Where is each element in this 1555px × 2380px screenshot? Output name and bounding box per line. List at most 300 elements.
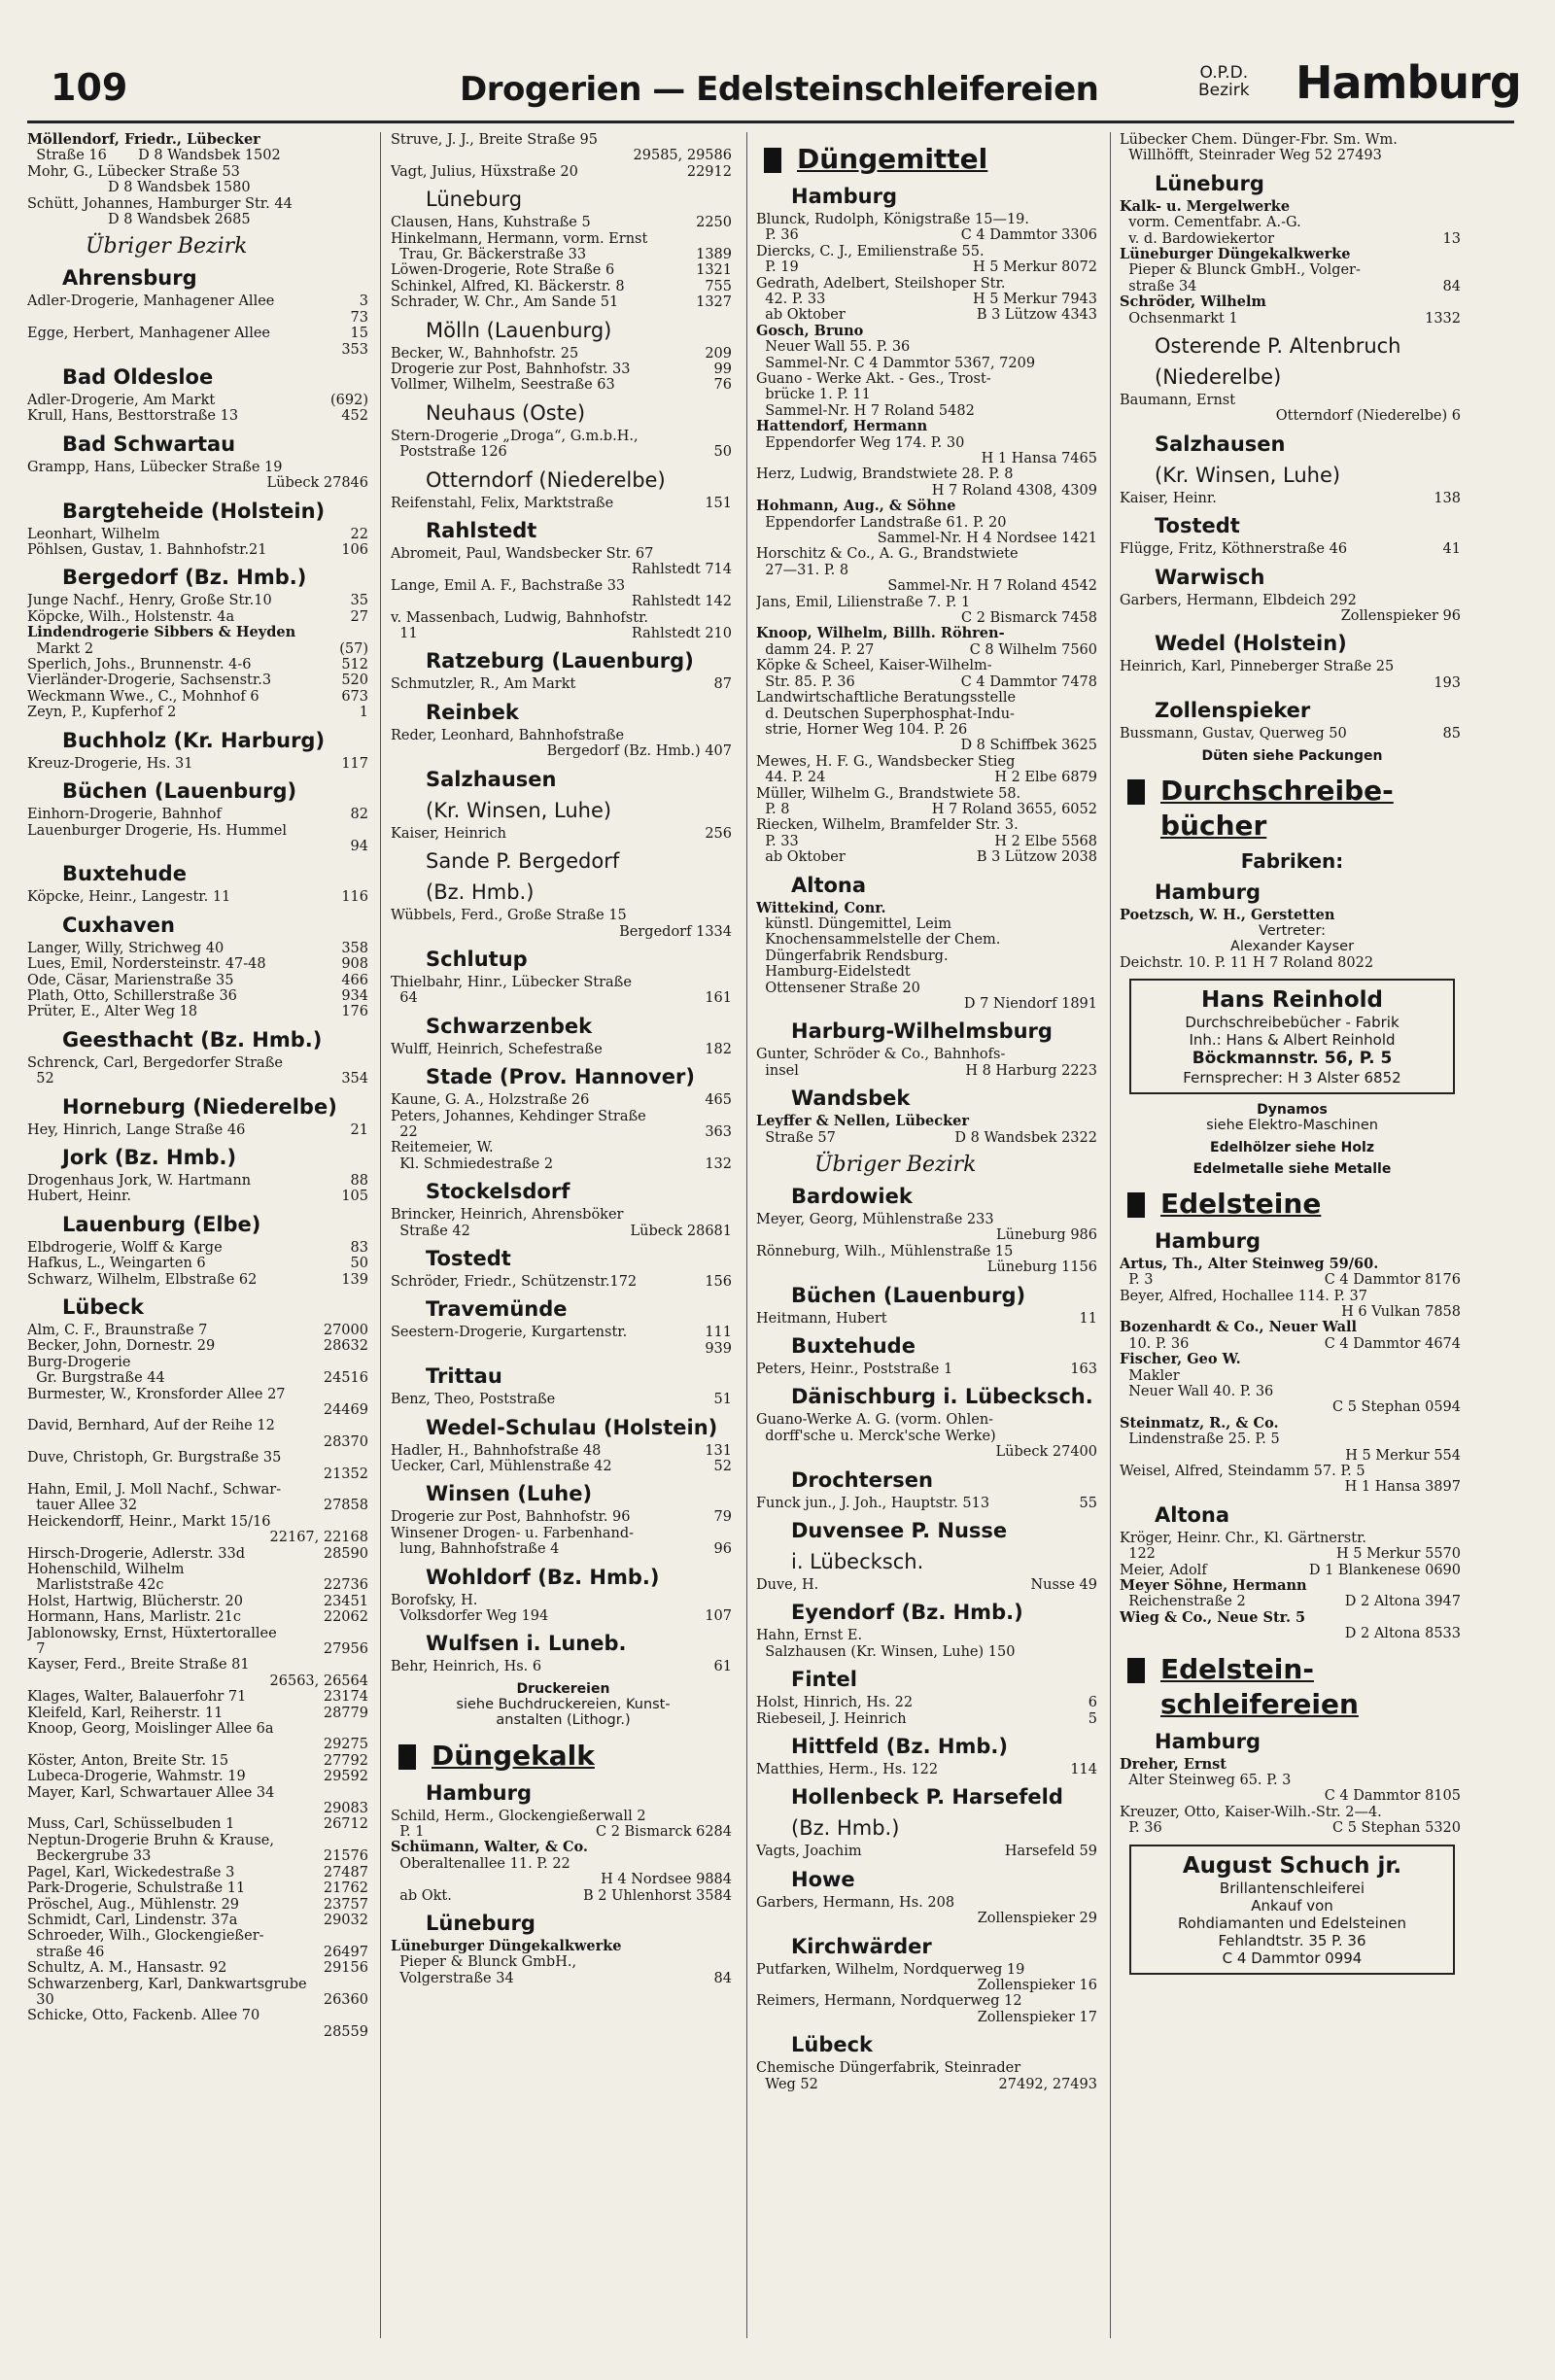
- entry-text: Gr. Burgstraße 44: [27, 1370, 165, 1387]
- entry-number: B 3 Lützow 2038: [974, 849, 1097, 865]
- directory-entry: [27, 1530, 372, 1545]
- entry-text: Weisel, Alfred, Steindamm 57. P. 5: [1120, 1463, 1365, 1479]
- place-heading: Ahrensburg: [62, 266, 197, 291]
- entry-text: Stern-Drogerie „Droga“, G.m.b.H.,: [391, 428, 639, 444]
- directory-entry: [756, 466, 1101, 482]
- entry-number: 23174: [321, 1689, 368, 1705]
- place-heading: Duvensee P. Nusse: [791, 1519, 1008, 1543]
- directory-entry: [756, 292, 1101, 307]
- entry-number: (692): [328, 393, 368, 408]
- section-title: bücher: [1160, 809, 1267, 842]
- cross-reference: anstalten (Lithogr.): [496, 1712, 631, 1729]
- entry-text: Ottensener Straße 20: [756, 980, 920, 996]
- directory-entry: [756, 642, 1101, 658]
- entry-text: Klages, Walter, Balauerfohr 71: [27, 1689, 247, 1706]
- entry-text: Hahn, Emil, J. Moll Nachf., Schwar-: [27, 1482, 282, 1499]
- entry-number: H 4 Nordsee 9884: [598, 1872, 732, 1887]
- entry-text: Krull, Hans, Besttorstraße 13: [27, 408, 239, 425]
- directory-entry: [27, 148, 372, 163]
- entry-text: Möllendorf, Friedr., Lübecker: [27, 132, 260, 148]
- place-heading: Buxtehude: [62, 862, 187, 886]
- entry-number: 83: [348, 1240, 368, 1256]
- entry-text: d. Deutschen Superphosphat-Indu-: [756, 706, 1015, 722]
- entry-text: Weg 52: [756, 2076, 818, 2092]
- directory-entry: [756, 690, 1101, 706]
- entry-number: 23451: [321, 1594, 368, 1609]
- directory-entry: [27, 408, 372, 424]
- directory-entry: [1120, 726, 1465, 742]
- entry-number: 105: [338, 1189, 368, 1204]
- directory-entry: [27, 1434, 372, 1450]
- entry-text: Köpcke, Wilh., Holstenstr. 4a: [27, 608, 235, 625]
- entry-number: 29275: [321, 1737, 368, 1752]
- city-title: Hamburg: [1296, 56, 1521, 109]
- entry-number: 28370: [321, 1434, 368, 1450]
- entry-text: lung, Bahnhofstraße 4: [391, 1541, 560, 1558]
- place-heading: Übriger Bezirk: [86, 234, 248, 259]
- entry-number: 21: [348, 1122, 368, 1138]
- place-heading: Salzhausen: [426, 767, 557, 791]
- entry-number: 22062: [321, 1609, 368, 1625]
- entry-text: Kaune, G. A., Holzstraße 26: [391, 1092, 590, 1109]
- directory-entry: [756, 817, 1101, 833]
- directory-entry: [1120, 393, 1465, 408]
- entry-text: Markt 2: [27, 640, 94, 657]
- directory-entry: [1120, 1773, 1465, 1788]
- entry-text: Schümann, Walter, & Co.: [391, 1840, 588, 1856]
- entry-number: 87: [711, 676, 732, 692]
- entry-number: Rahlstedt 142: [629, 594, 732, 609]
- directory-entry: [391, 975, 736, 990]
- directory-entry: [756, 578, 1101, 594]
- directory-entry: [27, 1272, 372, 1288]
- directory-entry: [27, 889, 372, 905]
- entry-number: 465: [702, 1092, 732, 1108]
- entry-text: Elbdrogerie, Wolff & Karge: [27, 1239, 223, 1256]
- directory-entry: [391, 1593, 736, 1608]
- directory-entry: [756, 964, 1101, 980]
- entry-number: 1: [357, 705, 368, 720]
- directory-entry: [27, 705, 372, 720]
- directory-entry: [756, 451, 1101, 466]
- directory-entry: [391, 562, 736, 577]
- entry-text: Lübecker Chem. Dünger-Fbr. Sm. Wm.: [1120, 132, 1398, 148]
- entry-text: P. 19: [756, 259, 799, 276]
- section-heading: [391, 1739, 736, 1774]
- directory-entry: [391, 676, 736, 692]
- entry-number: 182: [702, 1042, 732, 1057]
- entry-number: D 2 Altona 8533: [1342, 1626, 1461, 1641]
- entry-number: 132: [702, 1156, 732, 1172]
- entry-text: Salzhausen (Kr. Winsen, Luhe) 150: [756, 1643, 1016, 1660]
- entry-text: Hahn, Ernst E.: [756, 1628, 863, 1644]
- place-heading: Harburg-Wilhelmsburg: [791, 1019, 1053, 1044]
- place-heading: (Kr. Winsen, Luhe): [1155, 463, 1341, 487]
- entry-number: Lüneburg 986: [993, 1227, 1097, 1243]
- section-heading: [1120, 1187, 1465, 1222]
- entry-number: Zollenspieker 29: [975, 1911, 1097, 1926]
- directory-entry: [1120, 1610, 1465, 1626]
- entry-number: 111: [702, 1325, 732, 1340]
- place-heading: Kirchwärder: [791, 1934, 932, 1958]
- entry-text: Meyer, Georg, Mühlenstraße 233: [756, 1212, 994, 1228]
- directory-entry: [27, 1338, 372, 1354]
- entry-text: Köpcke, Heinr., Langestr. 11: [27, 889, 231, 906]
- entry-text: Funck jun., J. Joh., Hauptstr. 513: [756, 1495, 990, 1511]
- entry-number: 94: [348, 839, 368, 854]
- directory-entry: [391, 1824, 736, 1840]
- directory-entry: [391, 1124, 736, 1140]
- directory-entry: [1120, 279, 1465, 294]
- entry-number: 139: [338, 1272, 368, 1288]
- entry-text: Reder, Leonhard, Bahnhofstraße: [391, 727, 625, 743]
- directory-entry: [27, 609, 372, 625]
- column-1: [27, 132, 372, 2338]
- ad-line: Durchschreibebücher - Fabrik: [1185, 1014, 1400, 1032]
- entry-text: Struve, J. J., Breite Straße 95: [391, 132, 598, 148]
- entry-text: Hamburg-Eidelstedt: [756, 964, 911, 981]
- entry-number: 41: [1440, 541, 1461, 557]
- directory-entry: [391, 279, 736, 294]
- entry-text: Egge, Herbert, Manhagener Allee: [27, 326, 270, 342]
- entry-text: 7: [27, 1641, 46, 1658]
- entry-text: Diercks, C. J., Emilienstraße 55.: [756, 243, 985, 259]
- directory-entry: [391, 1207, 736, 1223]
- directory-entry: [756, 356, 1101, 371]
- entry-text: Duve, Christoph, Gr. Burgstraße 35: [27, 1450, 282, 1466]
- entry-text: Knoop, Georg, Moislinger Allee 6a: [27, 1721, 274, 1738]
- directory-entry: [27, 1546, 372, 1562]
- entry-text: Benz, Theo, Poststraße: [391, 1392, 556, 1408]
- column-3: [756, 132, 1101, 2338]
- place-heading: Altona: [1155, 1502, 1230, 1527]
- directory-entry: [27, 1737, 372, 1752]
- directory-entry: [1120, 132, 1465, 148]
- directory-entry: [1120, 1257, 1465, 1272]
- section-marker: [1127, 779, 1145, 805]
- cross-reference-heading: Düten siehe Packungen: [1201, 747, 1383, 764]
- directory-entry: [756, 626, 1101, 641]
- entry-text: Volgerstraße 34: [391, 1970, 514, 1986]
- directory-entry: [1120, 955, 1465, 971]
- entry-text: Kreuz-Drogerie, Hs. 31: [27, 755, 193, 772]
- entry-number: 26563, 26564: [267, 1673, 368, 1689]
- entry-number: C 4 Dammtor 4674: [1322, 1336, 1461, 1352]
- entry-number: H 1 Hansa 3897: [1342, 1479, 1461, 1495]
- directory-entry: [756, 901, 1101, 916]
- entry-number: 117: [338, 756, 368, 772]
- directory-entry: [27, 1816, 372, 1832]
- entry-number: H 8 Harburg 2223: [962, 1063, 1097, 1079]
- ad-line: Rohdiamanten und Edelsteinen: [1177, 1914, 1407, 1932]
- directory-entry: [756, 1993, 1101, 2009]
- directory-entry: [27, 1370, 372, 1386]
- directory-entry: [27, 1865, 372, 1880]
- entry-number: 114: [1067, 1762, 1097, 1777]
- directory-entry: [756, 1063, 1101, 1079]
- directory-entry: [391, 164, 736, 180]
- directory-entry: [1120, 1578, 1465, 1594]
- entry-text: Burg-Drogerie: [27, 1354, 131, 1370]
- entry-number: B 3 Lützow 4343: [974, 307, 1097, 323]
- directory-entry: [756, 244, 1101, 259]
- entry-number: H 2 Elbe 6879: [991, 770, 1097, 785]
- directory-entry: [27, 1071, 372, 1087]
- directory-entry: [27, 212, 372, 227]
- entry-text: Schröder, Wilhelm: [1120, 294, 1266, 311]
- entry-text: 44. P. 24: [756, 770, 826, 786]
- opd-label: O.P.D.: [1199, 63, 1249, 83]
- directory-entry: [27, 1450, 372, 1466]
- entry-number: 82: [348, 807, 368, 822]
- directory-entry: [1120, 311, 1465, 327]
- entry-text: Winsener Drogen- u. Farbenhand-: [391, 1525, 635, 1541]
- directory-entry: [756, 1429, 1101, 1444]
- place-heading: Büchen (Lauenburg): [62, 779, 297, 804]
- entry-number: Lüneburg 1156: [985, 1259, 1097, 1275]
- entry-text: Schröder, Friedr., Schützenstr.172: [391, 1273, 638, 1290]
- place-heading: Tostedt: [426, 1246, 511, 1270]
- directory-entry: [27, 1641, 372, 1657]
- entry-text: Blunck, Rudolph, Königstraße 15—19.: [756, 212, 1030, 227]
- entry-number: D 8 Schiffbek 3625: [957, 738, 1097, 753]
- entry-text: P. 8: [756, 801, 790, 817]
- entry-text: Vagts, Joachim: [756, 1844, 862, 1860]
- directory-entry: [756, 996, 1101, 1012]
- entry-number: B 2 Uhlenhorst 3584: [580, 1888, 732, 1904]
- entry-number: C 2 Bismarck 7458: [958, 610, 1097, 626]
- page-header: [27, 56, 1532, 124]
- directory-entry: [756, 1711, 1101, 1727]
- entry-number: 29083: [321, 1801, 368, 1816]
- section-marker: [398, 1744, 416, 1770]
- directory-entry: [1120, 215, 1465, 230]
- entry-text: P. 1: [391, 1824, 425, 1841]
- place-heading: Lübeck: [62, 1295, 145, 1319]
- column-divider: [380, 132, 381, 2338]
- entry-number: C 4 Dammtor 8176: [1322, 1272, 1461, 1288]
- entry-text: Schroeder, Wilh., Glockengießer-: [27, 1928, 264, 1945]
- directory-entry: [27, 1173, 372, 1189]
- directory-entry: [27, 1626, 372, 1641]
- place-heading: Stockelsdorf: [426, 1180, 570, 1204]
- ad-line: Inh.: Hans & Albert Reinhold: [1189, 1031, 1396, 1050]
- entry-text: Riecken, Wilhelm, Bramfelder Str. 3.: [756, 817, 1019, 834]
- directory-entry: [27, 164, 372, 180]
- directory-entry: [391, 377, 736, 393]
- entry-text: Lubeca-Drogerie, Wahmstr. 19: [27, 1769, 246, 1785]
- directory-entry: [756, 483, 1101, 499]
- directory-entry: [27, 823, 372, 839]
- directory-entry: [27, 293, 372, 309]
- subheading: Fabriken:: [1240, 848, 1344, 873]
- entry-text: 10. P. 36: [1120, 1335, 1190, 1352]
- directory-entry: [756, 212, 1101, 227]
- directory-entry: [27, 1992, 372, 2008]
- entry-text: Wübbels, Ferd., Große Straße 15: [391, 908, 627, 924]
- entry-text: Heinrich, Karl, Pinneberger Straße 25: [1120, 659, 1395, 675]
- entry-number: 29592: [321, 1769, 368, 1784]
- place-heading: Geesthacht (Bz. Hmb.): [62, 1027, 323, 1052]
- entry-number: 176: [338, 1004, 368, 1019]
- entry-text: Landwirtschaftliche Beratungsstelle: [756, 690, 1017, 707]
- entry-text: Uecker, Carl, Mühlenstraße 42: [391, 1458, 612, 1474]
- place-heading: Bad Oldesloe: [62, 365, 214, 390]
- directory-entry: [27, 1594, 372, 1609]
- entry-text: Kleifeld, Karl, Reiherstr. 11: [27, 1705, 224, 1721]
- directory-entry: [27, 1004, 372, 1019]
- entry-number: 908: [338, 956, 368, 972]
- directory-entry: [27, 1913, 372, 1928]
- directory-entry: [27, 673, 372, 688]
- entry-number: 106: [338, 542, 368, 558]
- entry-number: C 4 Dammtor 8105: [1322, 1788, 1461, 1804]
- entry-number: 28632: [321, 1338, 368, 1354]
- directory-entry: [27, 310, 372, 326]
- place-heading: Buchholz (Kr. Harburg): [62, 728, 326, 752]
- entry-number: 22167, 22168: [267, 1530, 368, 1545]
- directory-entry: [1120, 1448, 1465, 1464]
- entry-text: Hinkelmann, Hermann, vorm. Ernst: [391, 230, 648, 247]
- entry-text: Schmutzler, R., Am Markt: [391, 676, 576, 693]
- entry-number: Zollenspieker 17: [975, 2010, 1097, 2025]
- entry-number: 1332: [1422, 311, 1461, 327]
- directory-entry: [391, 1608, 736, 1624]
- entry-text: Schmidt, Carl, Lindenstr. 37a: [27, 1912, 238, 1928]
- entry-text: Meier, Adolf: [1120, 1562, 1207, 1578]
- entry-text: Behr, Heinrich, Hs. 6: [391, 1659, 542, 1675]
- directory-entry: [27, 1562, 372, 1577]
- entry-text: Pagel, Karl, Wickedestraße 3: [27, 1864, 235, 1880]
- entry-text: Hafkus, L., Weingarten 6: [27, 1256, 206, 1272]
- place-heading: Wulfsen i. Luneb.: [426, 1632, 627, 1656]
- entry-text: Bozenhardt & Co., Neuer Wall: [1120, 1320, 1358, 1336]
- place-heading: Trittau: [426, 1364, 502, 1389]
- section-marker: [1127, 1658, 1145, 1683]
- section-title: schleifereien: [1160, 1687, 1359, 1720]
- directory-entry: [27, 2008, 372, 2023]
- section-heading: [1120, 774, 1465, 809]
- entry-text: Eppendorfer Landstraße 61. P. 20: [756, 514, 1007, 531]
- directory-entry: [1120, 294, 1465, 310]
- entry-text: damm 24. P. 27: [756, 641, 875, 658]
- entry-number: 27792: [321, 1753, 368, 1769]
- entry-text: Borofsky, H.: [391, 1592, 478, 1608]
- directory-entry: [756, 499, 1101, 514]
- ad-line: C 4 Dammtor 0994: [1222, 1949, 1363, 1967]
- directory-entry: [27, 1897, 372, 1913]
- entry-text: Beyer, Alfred, Hochallee 114. P. 37: [1120, 1288, 1367, 1304]
- directory-entry: [1120, 1384, 1465, 1399]
- entry-number: H 5 Merkur 5570: [1333, 1546, 1461, 1562]
- directory-entry: [1120, 1479, 1465, 1495]
- directory-entry: [756, 1311, 1101, 1327]
- directory-entry: [1120, 148, 1465, 163]
- entry-text: Einhorn-Drogerie, Bahnhof: [27, 807, 222, 823]
- entry-number: H 7 Roland 3655, 6052: [929, 802, 1097, 817]
- directory-entry: [756, 435, 1101, 451]
- place-heading: Warwisch: [1155, 565, 1265, 589]
- entry-text: Garbers, Hermann, Hs. 208: [756, 1894, 955, 1911]
- directory-entry: [27, 1801, 372, 1816]
- entry-text: Horschitz & Co., A. G., Brandstwiete: [756, 546, 1019, 563]
- directory-entry: [756, 802, 1101, 817]
- directory-entry: [391, 444, 736, 460]
- entry-number: H 5 Merkur 554: [1342, 1448, 1461, 1464]
- directory-entry: [756, 981, 1101, 996]
- entry-text: Pröschel, Aug., Mühlenstr. 29: [27, 1896, 240, 1913]
- entry-text: Schütt, Johannes, Hamburger Str. 44: [27, 195, 293, 212]
- entry-text: 30: [27, 1991, 54, 2008]
- directory-entry: [391, 1840, 736, 1855]
- directory-entry: [756, 1895, 1101, 1911]
- directory-entry: [391, 1888, 736, 1904]
- directory-entry: [391, 1224, 736, 1239]
- section-title: Düngemittel: [797, 143, 988, 175]
- entry-text: Ochsenmarkt 1: [1120, 310, 1238, 327]
- entry-text: insel: [756, 1062, 799, 1079]
- entry-text: David, Bernhard, Auf der Reihe 12: [27, 1418, 275, 1434]
- entry-text: Mohr, G., Lübecker Straße 53: [27, 163, 240, 180]
- directory-entry: [756, 786, 1101, 802]
- entry-text: Heickendorff, Heinr., Markt 15/16: [27, 1513, 271, 1530]
- directory-entry: [391, 215, 736, 230]
- entry-text: Becker, W., Bahnhofstr. 25: [391, 345, 579, 362]
- directory-entry: [1120, 1563, 1465, 1578]
- entry-text: Reifenstahl, Felix, Marktstraße: [391, 495, 614, 511]
- entry-text: Kreuzer, Otto, Kaiser-Wilh.-Str. 2—4.: [1120, 1804, 1382, 1820]
- directory-entry: [756, 259, 1101, 275]
- entry-number: 76: [711, 377, 732, 393]
- directory-entry: [27, 527, 372, 542]
- entry-text: Makler: [1120, 1367, 1180, 1384]
- entry-text: Fischer, Geo W.: [1120, 1352, 1241, 1368]
- entry-number: 107: [702, 1608, 732, 1624]
- directory-entry: [1120, 1788, 1465, 1804]
- entry-number: 193: [1431, 675, 1461, 691]
- directory-entry: [756, 738, 1101, 753]
- entry-text: Kalk- u. Mergelwerke: [1120, 198, 1291, 215]
- directory-entry: [756, 595, 1101, 610]
- ad-line: Fehlandtstr. 35 P. 36: [1218, 1931, 1366, 1949]
- place-heading: Cuxhaven: [62, 913, 175, 937]
- entry-text: Löwen-Drogerie, Rote Straße 6: [391, 262, 615, 279]
- entry-number: 85: [1440, 726, 1461, 742]
- entry-number: 28779: [321, 1706, 368, 1721]
- directory-entry: [391, 546, 736, 562]
- entry-text: Bussmann, Gustav, Querweg 50: [1120, 726, 1347, 742]
- directory-entry: [27, 132, 372, 148]
- directory-entry: [391, 1872, 736, 1887]
- section-heading: [1120, 809, 1465, 844]
- entry-text: Dreher, Ernst: [1120, 1756, 1227, 1773]
- directory-entry: [27, 657, 372, 673]
- entry-text: Schrenck, Carl, Bergedorfer Straße: [27, 1054, 283, 1071]
- entry-text: Guano - Werke Akt. - Ges., Trost-: [756, 371, 991, 388]
- entry-text: Meyer Söhne, Hermann: [1120, 1577, 1307, 1594]
- directory-entry: [1120, 1336, 1465, 1352]
- entry-text: v. d. Bardowiekertor: [1120, 230, 1275, 247]
- entry-text: Schwarz, Wilhelm, Elbstraße 62: [27, 1271, 258, 1288]
- entry-text: Sammel-Nr. C 4 Dammtor 5367, 7209: [756, 355, 1036, 371]
- entry-text: Lüneburger Düngekalkwerke: [1120, 247, 1351, 263]
- ad-line: Ankauf von: [1251, 1896, 1333, 1914]
- directory-entry: [756, 658, 1101, 673]
- place-heading: Osterende P. Altenbruch: [1155, 334, 1401, 359]
- section-heading: [756, 142, 1101, 177]
- header-rule: [27, 121, 1514, 123]
- entry-text: Kl. Schmiedestraße 2: [391, 1156, 554, 1172]
